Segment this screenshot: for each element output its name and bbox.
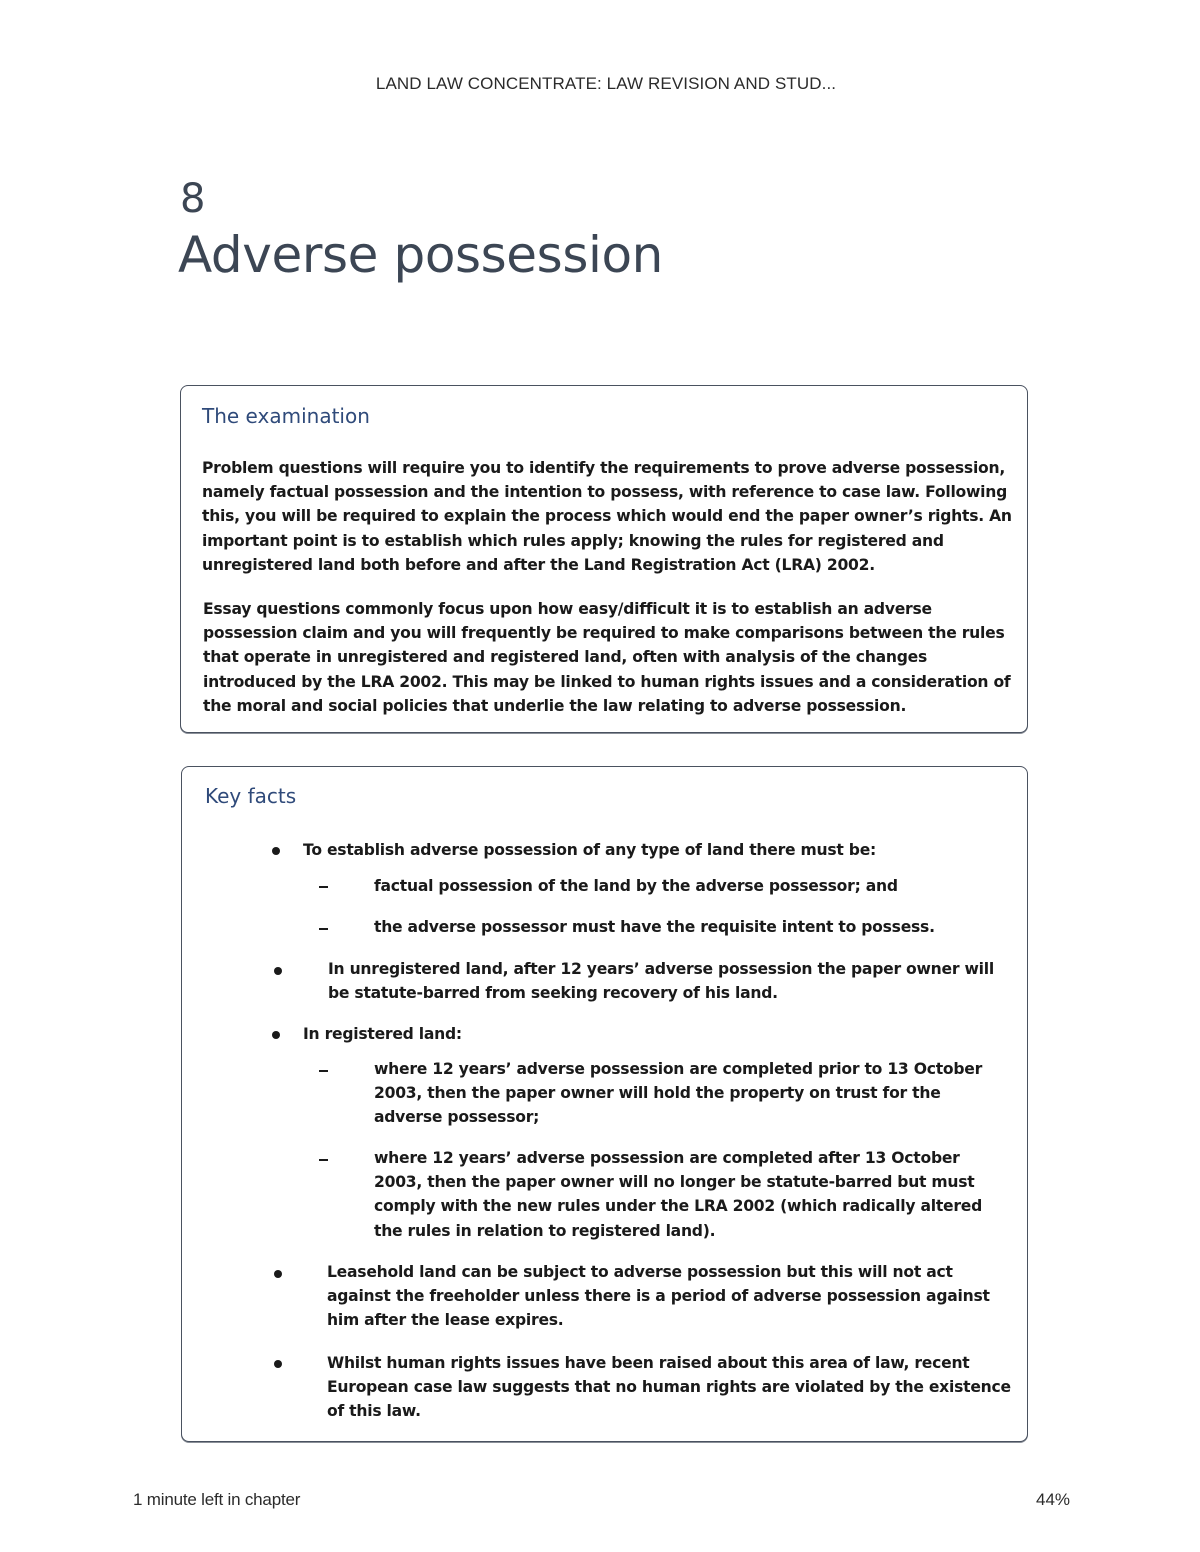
key-fact-item: In registered land: xyxy=(303,1025,462,1043)
examination-paragraph: Essay questions commonly focus upon how easy/difficult it is to establish an adverse possession claim and you will frequently be required to make comparisons between the rules that operate in unregistered and registered land, often with analysis of the changes introduced by the LRA 2002. This may be linked to human rights issues and a consideration of the moral and social policies that underlie the law relating to adverse possession. xyxy=(203,600,1011,715)
chapter-number: 8 xyxy=(180,176,206,222)
key-facts-box xyxy=(181,766,1028,1442)
key-fact-subitem: factual possession of the land by the adverse possessor; and xyxy=(374,877,898,895)
bullet-icon xyxy=(272,847,280,855)
key-fact-item: Leasehold land can be subject to adverse possession but this will not act against the freeholder unless there is a period of adverse possession against him after the lease expires. xyxy=(327,1263,990,1330)
key-fact-subitem: the adverse possessor must have the requisite intent to possess. xyxy=(374,918,935,936)
key-fact-subitem: where 12 years’ adverse possession are completed prior to 13 October 2003, then the paper owner will hold the property on trust for the adverse possessor; xyxy=(374,1060,983,1127)
key-fact-subitem: where 12 years’ adverse possession are completed after 13 October 2003, then the paper owner will no longer be statute-barred but must comply with the new rules under the LRA 2002 (which radically altered the rules in relation to registered land). xyxy=(374,1149,983,1240)
examination-paragraph: Problem questions will require you to identify the requirements to prove adverse possession, namely factual possession and the intention to possess, with reference to case law. Following this, you will be required to explain the process which would end the paper owner’s rights. An important point is to establish which rules apply; knowing the rules for registered and unregistered land both before and after the Land Registration Act (LRA) 2002. xyxy=(202,459,1012,574)
bullet-icon xyxy=(274,1360,282,1368)
dash-icon xyxy=(319,886,328,888)
reading-progress: 44% xyxy=(1036,1490,1071,1509)
dash-icon xyxy=(319,1070,328,1072)
chapter-title: Adverse possession xyxy=(178,226,663,284)
dash-icon xyxy=(319,1159,328,1161)
examination-box xyxy=(180,385,1028,733)
bullet-icon xyxy=(274,1270,282,1278)
key-facts-heading: Key facts xyxy=(205,784,297,808)
examination-heading: The examination xyxy=(202,404,370,428)
bullet-icon xyxy=(272,1031,280,1039)
key-fact-item: To establish adverse possession of any type of land there must be: xyxy=(303,841,877,859)
running-title: LAND LAW CONCENTRATE: LAW REVISION AND STUD... xyxy=(375,74,837,93)
dash-icon xyxy=(319,928,328,930)
time-left-in-chapter: 1 minute left in chapter xyxy=(133,1490,301,1509)
key-fact-item: Whilst human rights issues have been raised about this area of law, recent European case law suggests that no human rights are violated by the existence of this law. xyxy=(327,1354,1011,1421)
key-fact-item: In unregistered land, after 12 years’ adverse possession the paper owner will be statute-barred from seeking recovery of his land. xyxy=(328,960,994,1003)
bullet-icon xyxy=(274,967,282,975)
